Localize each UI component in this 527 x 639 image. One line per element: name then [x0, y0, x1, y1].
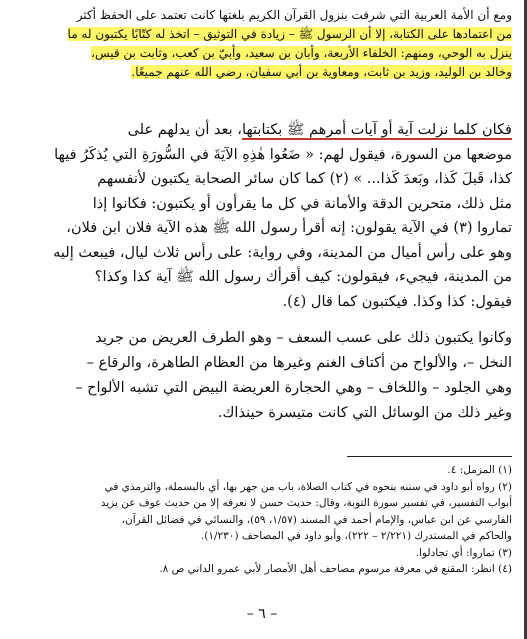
body-paragraph-writing-materials [12, 326, 512, 426]
paragraph-line: وهي الجلود – واللخاف – وهي الحجارة العريضة البيض التي تشبه الألواح – [75, 380, 512, 396]
paragraph-line: موضعها من السورة، فيقول لهم: « ضَعُوا هٰذِهِ الآيَةَ في السُّورَةِ التي يُذكَرُ فيها [54, 146, 512, 163]
paragraph-line: فيقول: كذا وكذا. فيكتبون كما قال (٤). [282, 293, 512, 310]
paragraph-line: وكانوا يكتبون ذلك على عسب السعف – وهو الطرف العريض من جريد [95, 330, 512, 346]
paragraph-line: تماروا (٣) في الآية يقولون: إنه أقرأ رسول الله ﷺ هذه الآية فلان ابن فلان، [66, 220, 512, 236]
paragraph-line [12, 25, 512, 44]
paragraph-line: النخل –، والألواح من أكتاف الغنم وغيرها من العظام الطاهرة، والرقاع – [86, 355, 512, 371]
paragraph-line [12, 63, 512, 82]
paragraph-line [12, 44, 512, 63]
footnote: (٤) انظر: المقنع في معرفة مرسوم مصاحف أهل الأمصار لأبي عمرو الداني ص ٨. [159, 563, 512, 575]
page-number: – ٦ – [246, 606, 278, 622]
paragraph-line: مثل ذلك، متحرين الدقة والأمانة في كل ما يقرأون أو يكتبون: فكانوا إذا [92, 195, 512, 212]
footnote: والحاكم في المستدرك (٢/٢٢١ – ٢٢٢)، وأبو داود في المصاحف (١/٢٣٠). [200, 530, 512, 542]
footnote: (٣) تماروا: أي تجادلوا. [415, 546, 512, 559]
paragraph-line [12, 118, 512, 143]
paragraph-line: من المدينة، فيجيء، فيقولون: كيف أقرأك رسول الله ﷺ آية كذا وكذا؟ [94, 269, 512, 285]
body-paragraph-writing-verses [12, 118, 512, 314]
underlined-sentence: فكان كلما نزلت آية أو آيات أمرهم ﷺ بكتابتها [241, 122, 512, 138]
footnote: (١) المزمل: ٤. [447, 464, 512, 476]
highlight-mark: وخالد بن الوليد، وزيد بن ثابت، ومعاوية بن أبي سفيان، رضي الله عنهم جميعًا. [131, 65, 512, 79]
footnote: الفارسي عن ابن عباس، والإمام أحمد في المسند (١/٥٧، ٥٩)، والنسائي في فضائل القرآن، [121, 513, 512, 526]
highlighted-paragraph [12, 6, 512, 82]
footnote: أبواب التفسير، في تفسير سورة التوبة، وقال: حديث حسن لا نعرفه إلا من حديث عوف عن يزيد [100, 497, 512, 509]
highlight-mark: من اعتمادها على الكتابة، إلا أن الرسول ﷺ – زيادة في التوثيق – اتخذ له كتّابًا يكتبون له ما [67, 27, 512, 41]
footnote: (٢) رواه أبو داود في سننه بنحوه في كتاب الصلاة، باب من جهر بها، أي بالبسملة، والترمذي في [104, 480, 512, 493]
paragraph-line: وغير ذلك من الوسائل التي كانت متيسرة حينذاك. [217, 405, 512, 421]
highlight-mark: ينزل به الوحي، ومنهم: الخلفاء الأربعة، وأبان بن سعيد، وأُبيّ بن كعب، وثابت بن قيس، [91, 46, 512, 60]
footnote-divider [347, 456, 512, 457]
paragraph-line: ومع أن الأمة العربية التي شرفت بنزول القرآن الكريم بلغتها كانت تعتمد على الحفظ أكثر [76, 8, 512, 22]
paragraph-line: وهو على رأس أميال من المدينة، وفي رواية: على رأس ثلاث ليال، فيبعث إليه [53, 244, 512, 261]
paragraph-fragment: ، بعد أن يدلهم على [127, 122, 242, 138]
paragraph-line: كذا، قَبلَ كَذا، وبَعدَ كَذا... » (٢) كما كان سائر الصحابة يكتبون لأنفسهم [97, 171, 512, 187]
footnotes [12, 462, 512, 578]
